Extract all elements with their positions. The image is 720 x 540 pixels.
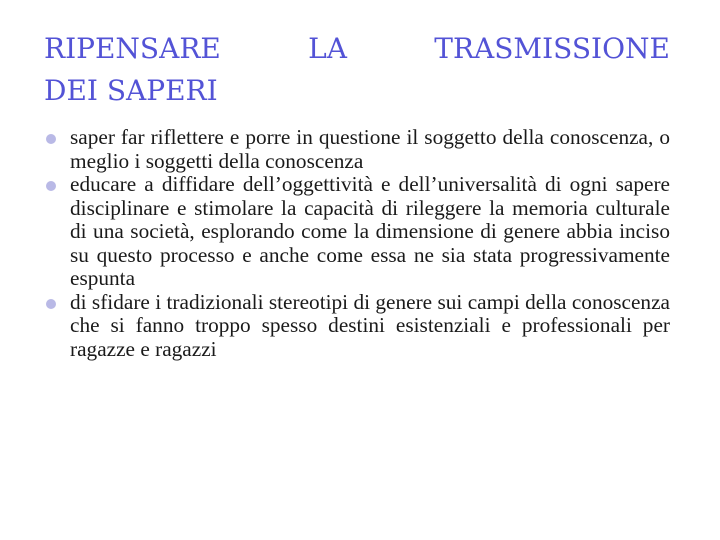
bullet-dot-icon — [46, 181, 56, 191]
bullet-text: di sfidare i tradizionali stereotipi di genere sui campi della conoscenza che si fanno troppo spesso destini esistenziali e professionali per ragazze e ragazzi — [70, 289, 670, 361]
bullet-dot-icon — [46, 299, 56, 309]
bullet-item — [44, 173, 670, 291]
bullet-item — [44, 126, 670, 173]
bullet-dot-icon — [46, 134, 56, 144]
slide-title — [44, 28, 670, 112]
bullet-list — [44, 126, 670, 361]
slide-title-line-1: RIPENSARE LA TRASMISSIONE — [44, 32, 670, 65]
bullet-text: saper far riflettere e porre in questione il soggetto della conoscenza, o meglio i soggetti della conoscenza — [70, 125, 670, 173]
bullet-text: educare a diffidare dell’oggettività e dell’universalità di ogni sapere disciplinare e stimolare la capacità di rileggere la memoria culturale di una società, esplorando come la dimensione di genere abbia inciso su questo processo e anche come essa ne sia stata progressivamente espunta — [70, 172, 670, 290]
bullet-item — [44, 291, 670, 362]
slide-title-line-2: DEI SAPERI — [44, 74, 218, 107]
